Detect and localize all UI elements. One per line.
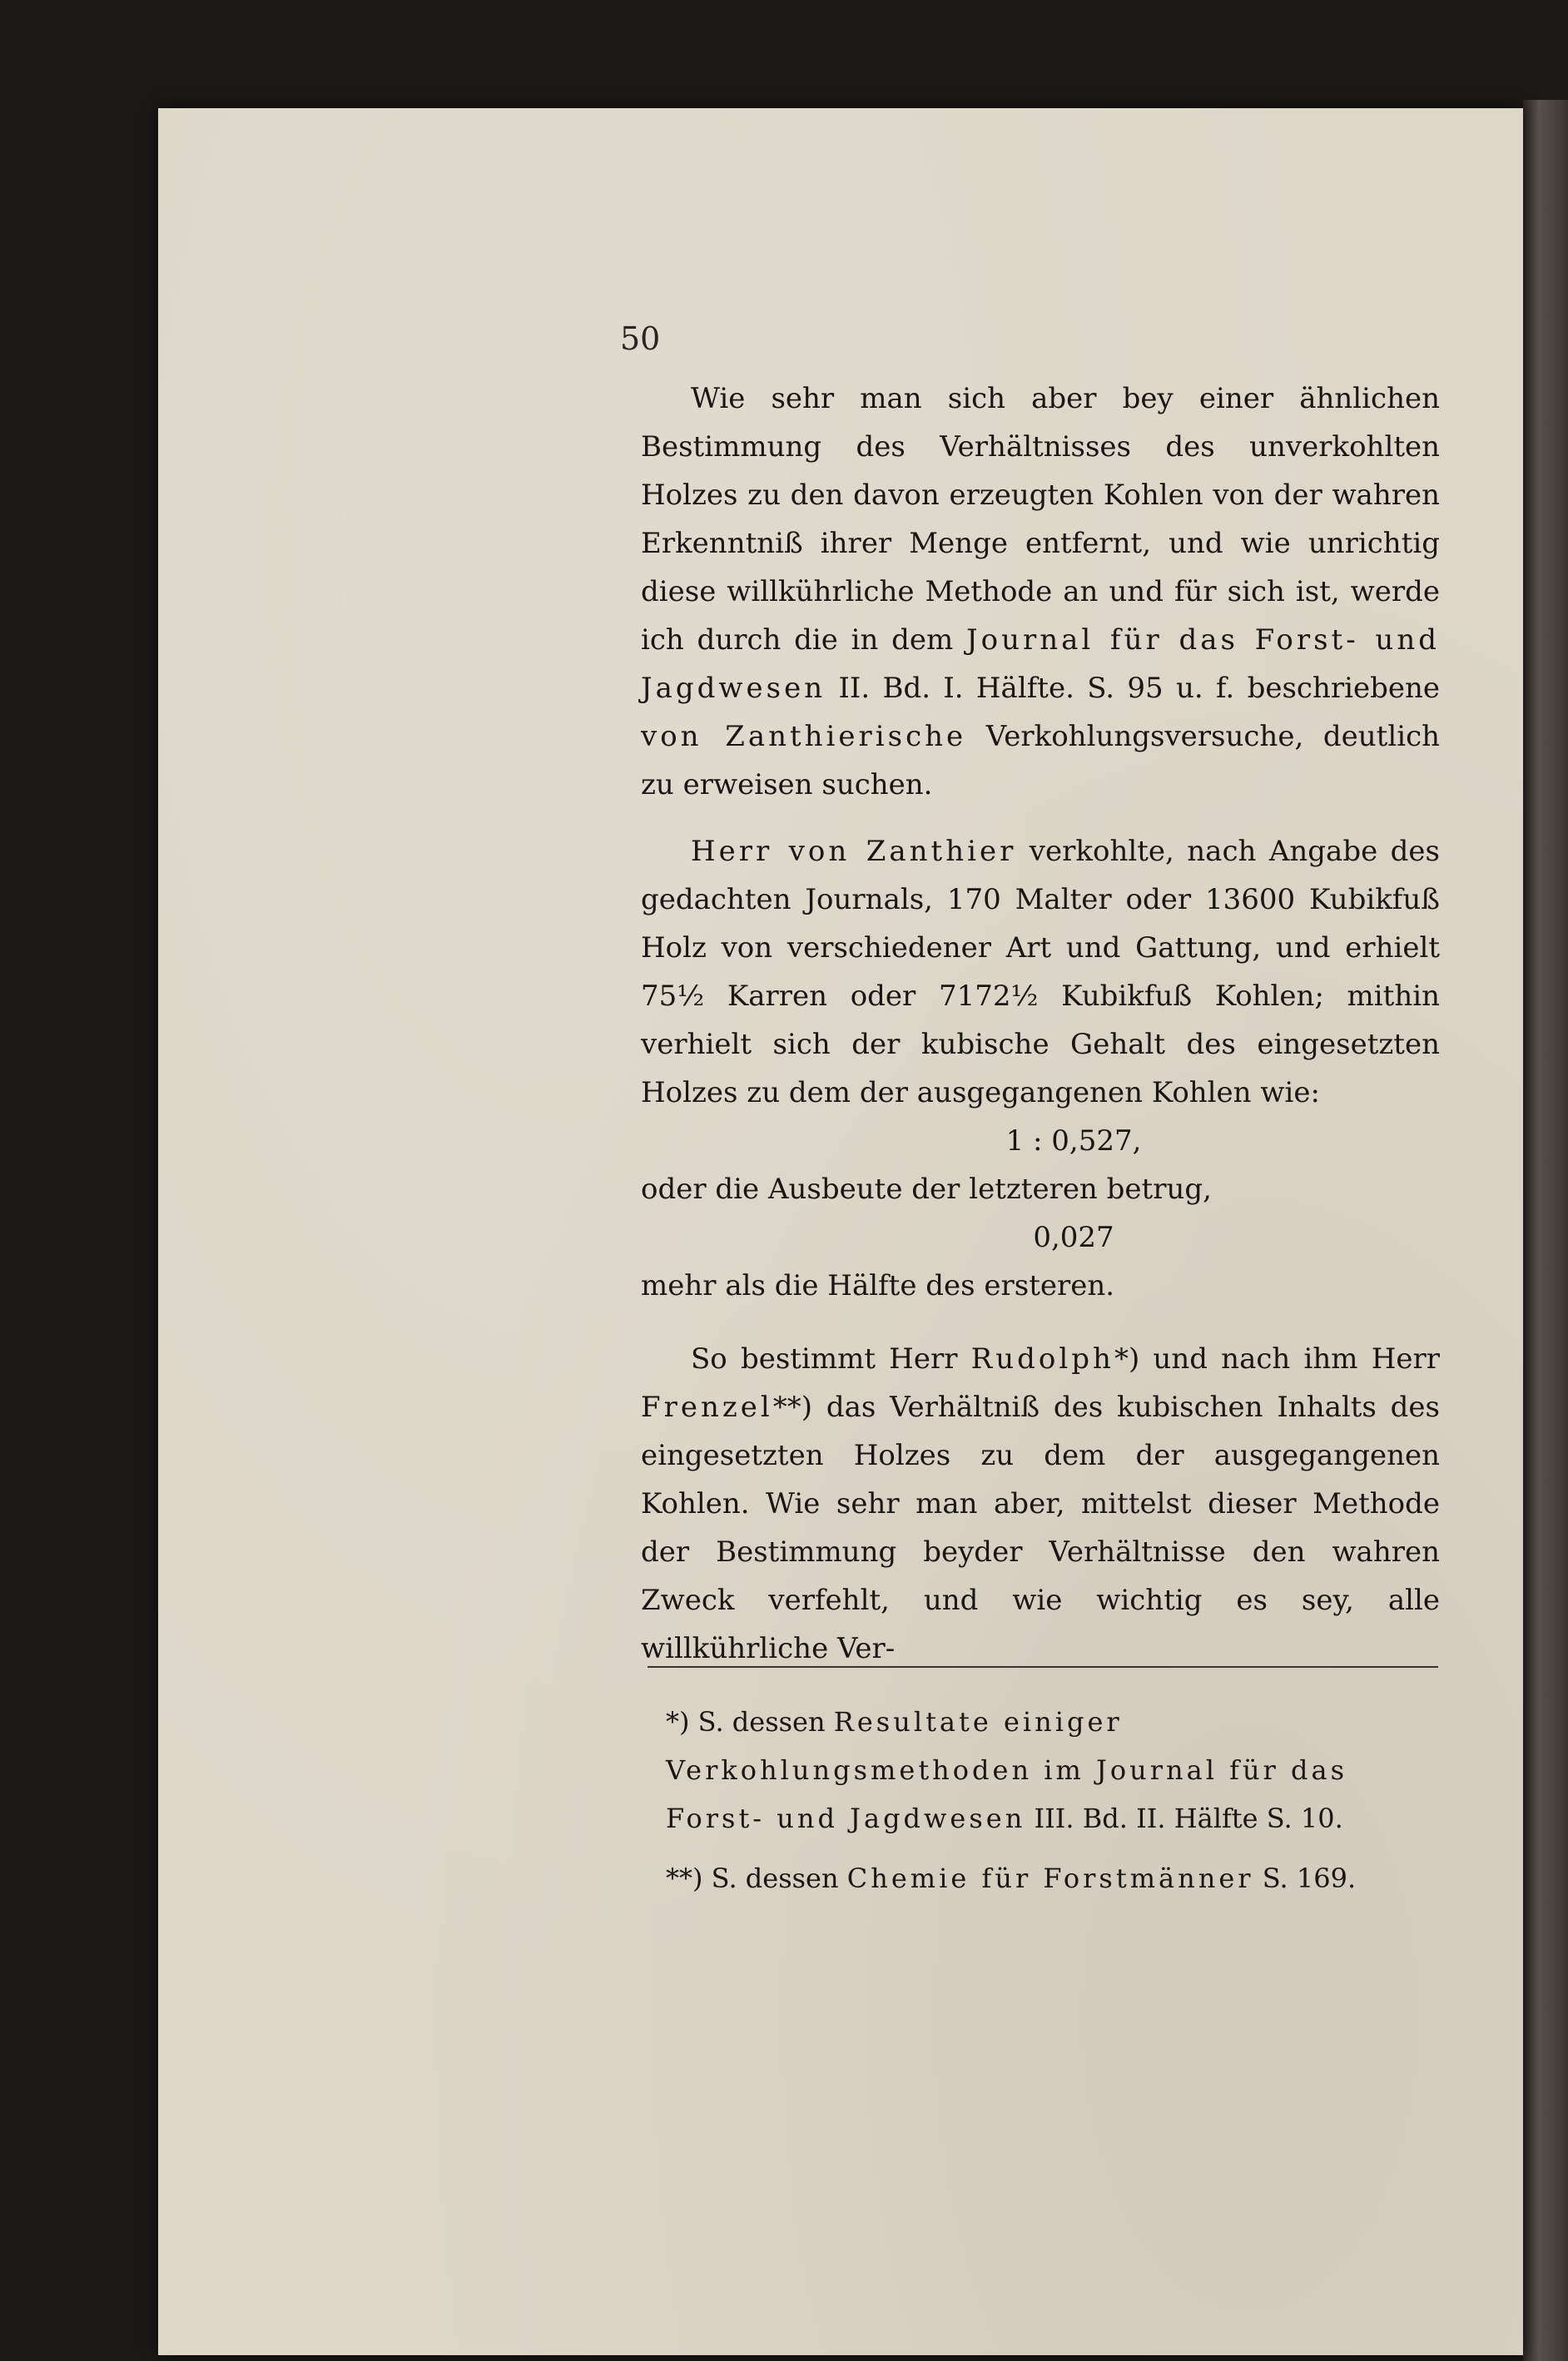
paragraph-1 — [641, 374, 1440, 809]
frenzel-spaced: Frenzel — [641, 1391, 773, 1424]
main-text — [641, 374, 1440, 1673]
yield-formula: 0,027 — [1033, 1221, 1114, 1254]
paragraph-3-text-c: **) das Verhältniß des kubischen Inhalts des eingesetzten Holzes zu dem der ausgegangenen Kohlen. Wie sehr man aber, mittelst dieser Methode der Bestimmung beyder Verhältnisse den wahren Zweck verfehlt, und wie wichtig es sey, alle willkührliche Ver- — [641, 1391, 1440, 1665]
zanthier-spaced: von Zanthierische — [641, 720, 967, 753]
paragraph-3-text-b: *) und nach ihm Herr — [1114, 1342, 1440, 1376]
footnote-1 — [666, 1698, 1440, 1843]
paragraph-1-text-a: Wie sehr man sich aber bey einer ähnlichen Bestimmung des Verhältnisses des unverkohlten Holzes zu den davon erzeugten Kohlen von der wahren Erkenntniß ihrer Menge entfernt, und wie unrichtig diese willkührliche Methode an und für sich ist, werde ich durch die in dem — [641, 382, 1440, 657]
paragraph-1-text-c: Verkohlungsversuche, deutlich zu erweisen suchen. — [641, 720, 1441, 801]
footnote-2-text-a: S. dessen — [702, 1863, 847, 1894]
footnote-1-title-spaced: Resultate einiger Verkohlungsmethoden im Journal für das Forst- und Jagdwesen — [666, 1706, 1347, 1834]
paragraph-2-text-c: mehr als die Hälfte des ersteren. — [641, 1269, 1115, 1302]
paragraph-2-text-b: oder die Ausbeute der letzteren betrug, — [641, 1173, 1212, 1206]
footnote-2-mark: **) — [666, 1863, 703, 1894]
rudolph-spaced: Rudolph — [970, 1342, 1114, 1376]
footnote-2 — [666, 1854, 1440, 1902]
ratio-formula: 1 : 0,527, — [1005, 1124, 1142, 1158]
page-number: 50 — [620, 320, 661, 357]
footnote-1-text-a: S. dessen — [689, 1706, 834, 1738]
adjacent-page-edge — [1523, 100, 1568, 2361]
footnote-2-text-b: S. 169. — [1253, 1863, 1357, 1894]
paragraph-2 — [641, 827, 1440, 1117]
herr-von-zanthier-spaced: Herr von Zanthier — [691, 835, 1017, 868]
paragraph-2-text-a: verkohlte, nach Angabe des gedachten Journals, 170 Malter oder 13600 Kubikfuß Holz von verschiedener Art und Gattung, und erhielt 75½ Karren oder 7172½ Kubikfuß Kohlen; mithin verhielt sich der kubische Gehalt des eingesetzten Holzes zu dem der ausgegangenen Kohlen wie: — [641, 835, 1440, 1109]
journal-title-spaced: Journal für das Forst- und Jagdwesen — [641, 623, 1440, 705]
paragraph-1-text-b: II. Bd. I. Hälfte. S. 95 u. f. beschriebene — [826, 672, 1440, 705]
paragraph-3 — [641, 1335, 1440, 1673]
paragraph-3-text-a: So bestimmt Herr — [691, 1342, 971, 1376]
footnotes — [666, 1698, 1440, 1902]
footnote-1-text-b: III. Bd. II. Hälfte S. 10. — [1025, 1803, 1343, 1834]
footnote-2-title-spaced: Chemie für Forstmänner — [846, 1863, 1254, 1894]
footnote-1-mark: *) — [666, 1706, 690, 1738]
footnote-divider — [648, 1666, 1438, 1668]
